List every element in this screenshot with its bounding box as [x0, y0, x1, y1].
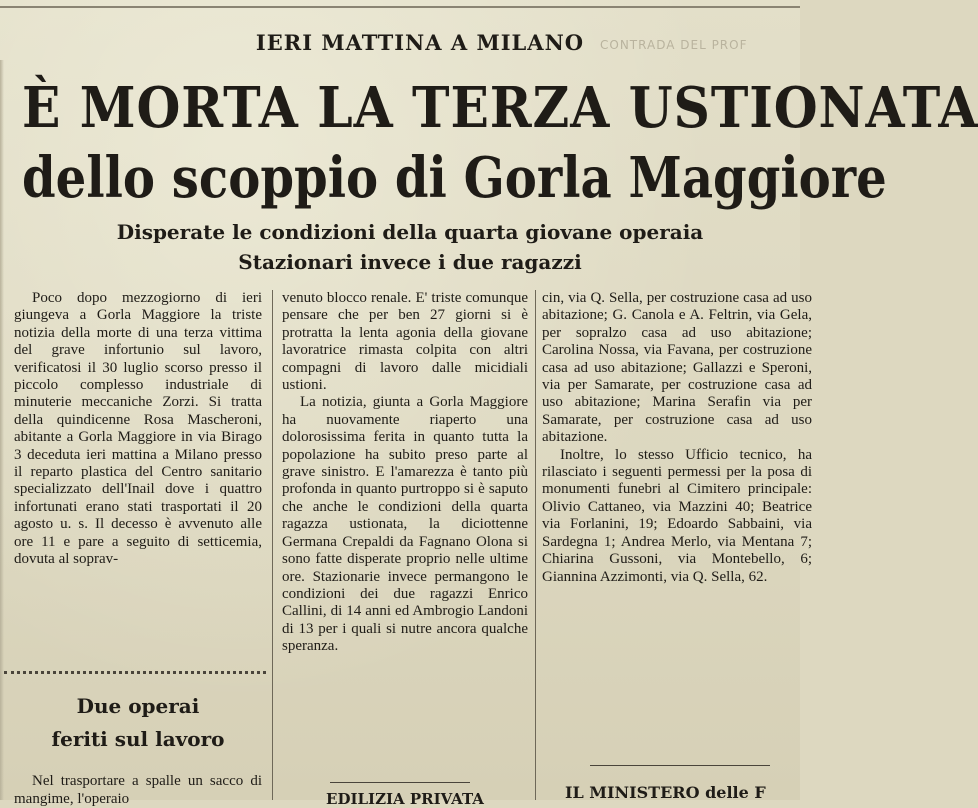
article-column-3 [542, 290, 812, 586]
article-paragraph: La notizia, giunta a Gorla Maggiore ha nuovamente riaperto una dolorosissima ferita in quanto tutta la popolazione ha subito preso parte al grave sinistro. E l'amarezza è tanto più profonda in quanto purtroppo si è saputo che anche le condizioni della quarta ragazza ustionata, la diciottenne Germana Crepaldi da Fagnano Olona si sono fatte disperate proprio nelle ultime ore. Stazionarie invece permangono le condizioni dei due ragazzi Enrico Callini, di 14 anni ed Ambrogio Landoni di 13 per i quali si nutre ancora qualche speranza. [282, 394, 528, 655]
article-end-rule [330, 782, 470, 783]
top-border-rule [0, 6, 800, 8]
edilizia-privata-heading: EDILIZIA PRIVATA [326, 790, 484, 808]
ministero-heading: IL MINISTERO delle F [565, 783, 766, 802]
article-paragraph: Inoltre, lo stesso Ufficio tecnico, ha rilasciato i seguenti permessi per la posa di monumenti funebri al Cimitero principale: Olivio Cattaneo, via Mazzini 40; Beatrice via Forlanini, 19; Edoardo Sabbaini, via Sardegna 1; Andrea Merlo, via Mentana 7; Chiarina Gussoni, via Montebello, 6; Giannina Azzimonti, via Q. Sella, 62. [542, 446, 812, 585]
headline-main-line-1: È MORTA LA TERZA USTIONATA [22, 75, 978, 141]
column-rule-1 [272, 290, 273, 800]
subheadline-2: Stazionari invece i due ragazzi [238, 250, 582, 274]
headline-main-line-2: dello scoppio di Gorla Maggiore [22, 145, 887, 211]
column-rule-2 [535, 290, 536, 800]
article-paragraph: venuto blocco renale. E' triste comunque pensare che per ben 27 giorni si è protratta la lenta agonia della giovane lavoratrice rimasta colpita con altri compagni di lavoro dalle micidiali ustioni. [282, 290, 528, 394]
second-article-subhead-1: Due operai [76, 694, 200, 718]
page-edge-shadow [0, 60, 4, 800]
second-article-subhead-2: feriti sul lavoro [51, 727, 225, 751]
section-divider [4, 671, 266, 674]
subheadline-1: Disperate le condizioni della quarta giovane operaia [116, 220, 704, 244]
bleed-through-text: CONTRADA DEL PROF [600, 38, 748, 52]
article-paragraph: cin, via Q. Sella, per costruzione casa ad uso abitazione; G. Canola e A. Feltrin, via Gela, per sopralzo casa ad uso abitazione; Carolina Nossa, via Favana, per costruzione casa ad uso abitazione; Gallazzi e Speroni, via per Samarate, per costruzione casa ad uso abitazione; Marina Serafin via per Samarate, per costruzione casa ad uso abitazione. [542, 290, 812, 446]
article-column-2 [282, 290, 528, 656]
article-column-1 [14, 290, 262, 569]
article-paragraph: Poco dopo mezzogiorno di ieri giungeva a Gorla Maggiore la triste notizia della morte di una terza vittima del grave infortunio sul lavoro, verificatosi il 30 luglio scorso presso il piccolo complesso industriale di minuterie meccaniche Zorzi. Si tratta della quindicenne Rosa Mascheroni, abitante a Gorla Maggiore in via Birago 3 deceduta ieri mattina a Milano presso il reparto plastica del Centro sanitario specializzato dell'Inail dove i quattro infortunati erano stati trasportati il 20 agosto u. s. Il decesso è avvenuto alle ore 11 e pare a seguito di setticemia, dovuta al soprav- [14, 290, 262, 568]
headline-kicker: IERI MATTINA A MILANO [255, 30, 585, 55]
second-article-body: Nel trasportare a spalle un sacco di mangime, l'operaio [14, 773, 262, 807]
second-article [14, 690, 262, 808]
column-3-end-rule [590, 765, 770, 766]
